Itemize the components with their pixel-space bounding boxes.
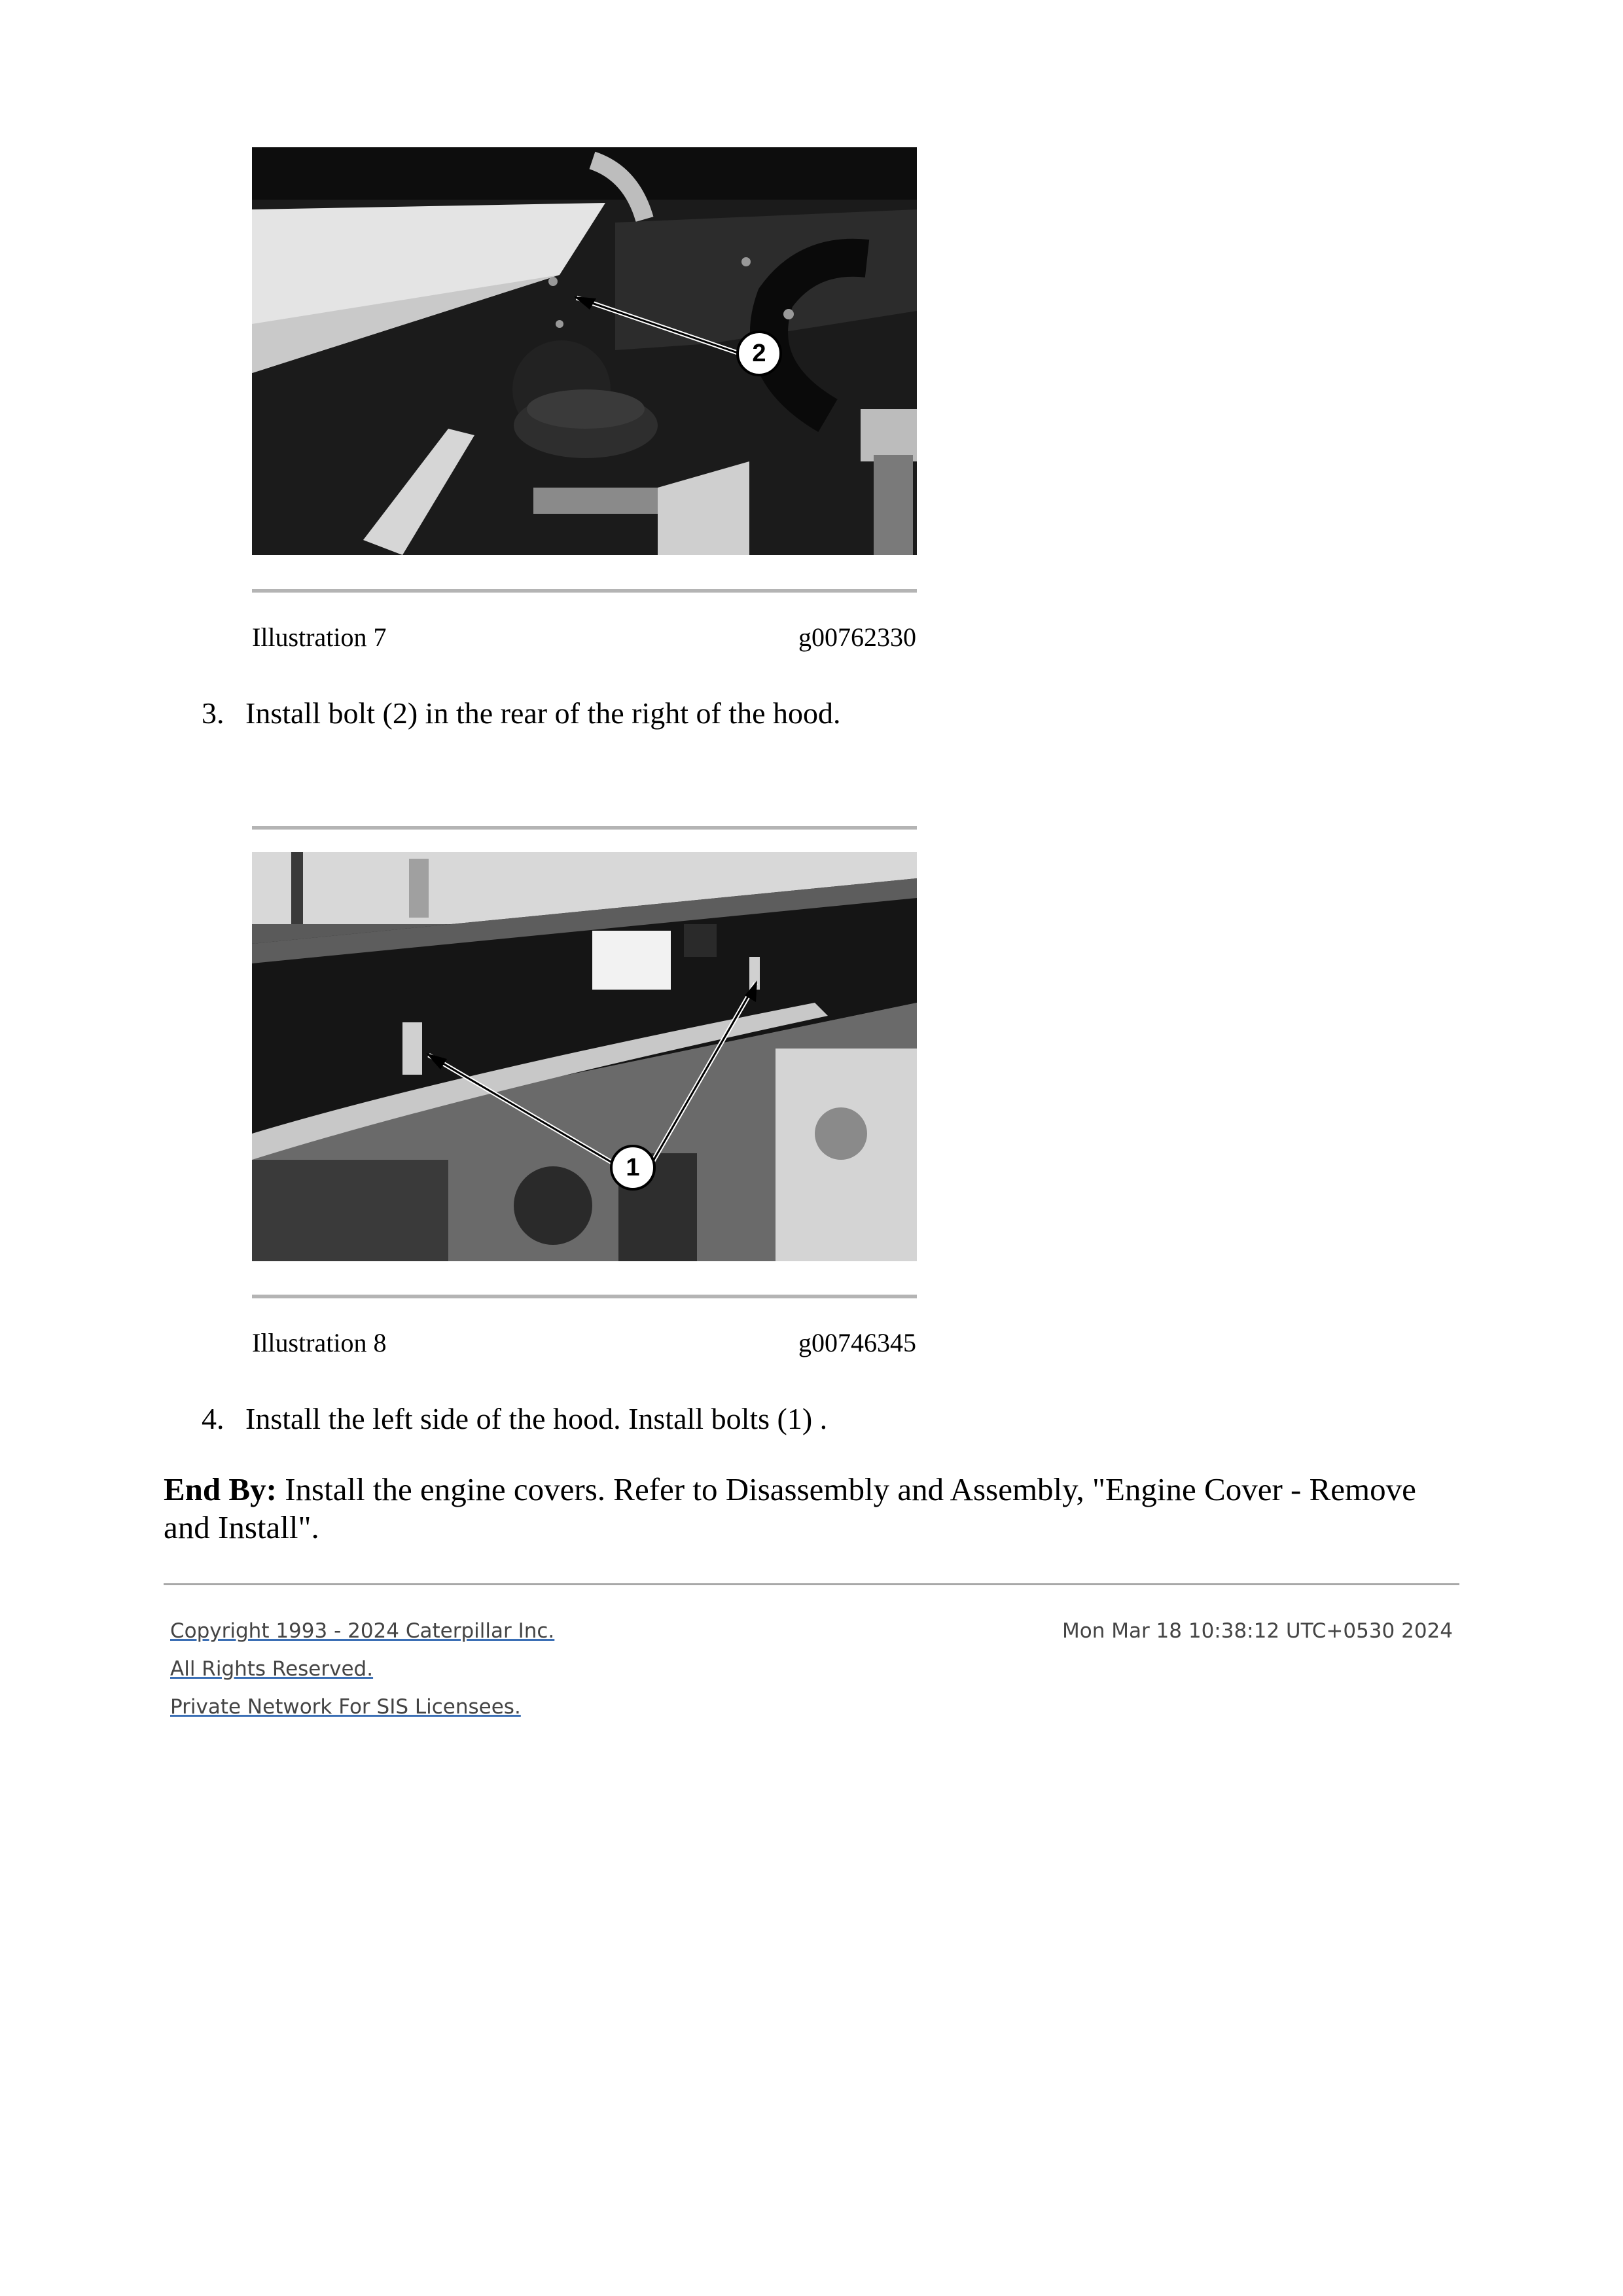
illustration-8-divider bbox=[252, 1295, 917, 1299]
footer-divider bbox=[164, 1583, 1459, 1585]
footer-copyright[interactable] bbox=[170, 1618, 554, 1644]
illustration-7-divider bbox=[252, 589, 917, 593]
end-by-label: End By: bbox=[164, 1471, 277, 1507]
step-4-text: Install the left side of the hood. Install bolts (1) . bbox=[245, 1402, 828, 1435]
copyright-link[interactable]: Copyright 1993 - 2024 Caterpillar Inc. bbox=[170, 1619, 555, 1643]
end-by-text: Install the engine covers. Refer to Disassembly and Assembly, "Engine Cover - Remove and Install". bbox=[164, 1471, 1416, 1545]
footer-network[interactable] bbox=[170, 1694, 521, 1720]
illustration-8-code: g00746345 bbox=[798, 1328, 916, 1357]
illustration-8-photo bbox=[252, 852, 917, 1261]
illustration-8-label: Illustration 8 bbox=[252, 1328, 387, 1357]
rights-link[interactable]: All Rights Reserved. bbox=[170, 1657, 374, 1681]
step-3-text: Install bolt (2) in the rear of the right of the hood. bbox=[245, 696, 841, 730]
footer-rights[interactable] bbox=[170, 1656, 373, 1682]
end-by-paragraph bbox=[164, 1471, 1466, 1547]
callout-2: 2 bbox=[752, 340, 766, 367]
illustration-7-label: Illustration 7 bbox=[252, 622, 387, 652]
illustration-8-top-divider bbox=[252, 826, 917, 830]
step-3-number: 3. bbox=[202, 696, 224, 730]
illustration-7-code: g00762330 bbox=[798, 622, 916, 652]
footer-timestamp: Mon Mar 18 10:38:12 UTC+0530 2024 bbox=[1061, 1619, 1453, 1643]
illustration-7-photo bbox=[252, 147, 917, 555]
step-4-number: 4. bbox=[202, 1402, 224, 1435]
callout-1: 1 bbox=[626, 1154, 640, 1181]
network-link[interactable]: Private Network For SIS Licensees. bbox=[170, 1695, 521, 1719]
